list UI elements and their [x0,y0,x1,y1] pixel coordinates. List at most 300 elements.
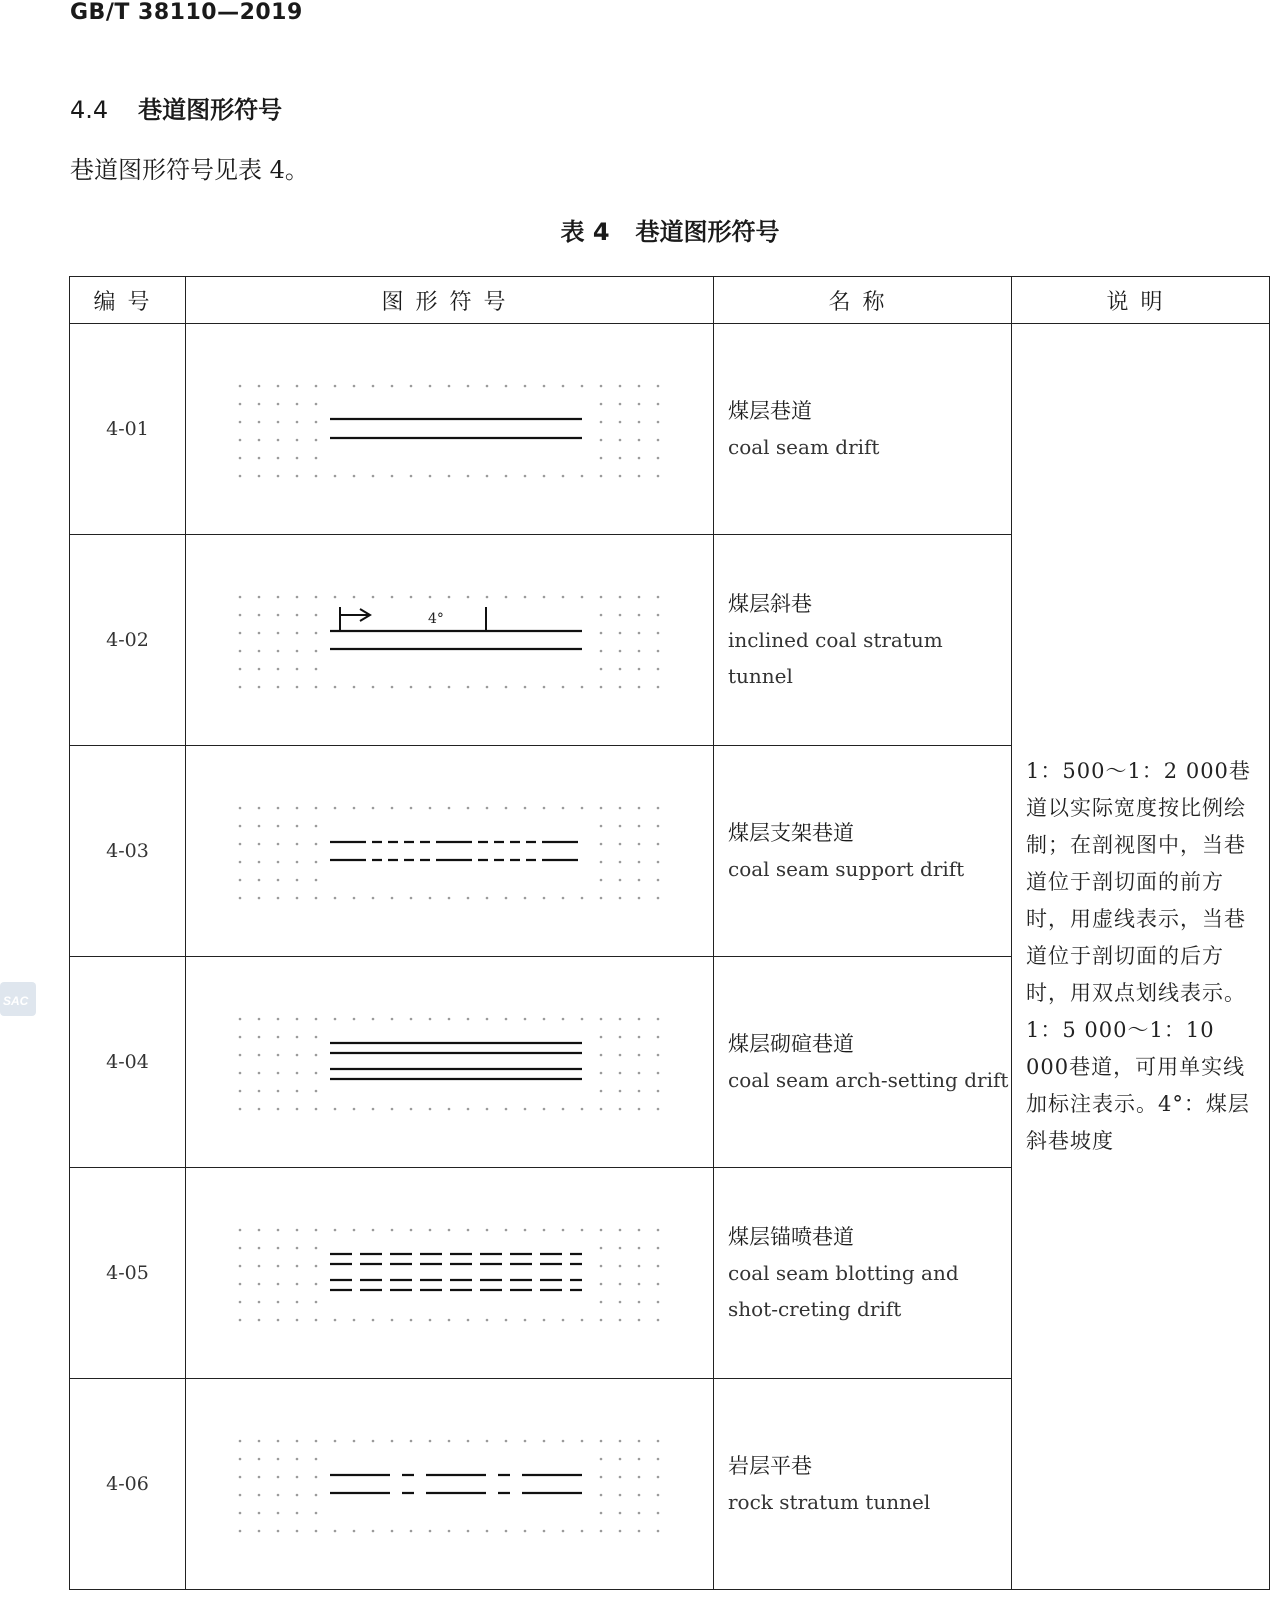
grid-dot [352,686,355,689]
grid-dot [238,457,241,460]
grid-dot [618,1440,621,1443]
grid-dot [409,475,412,478]
grid-dot [371,385,374,388]
grid-dot [390,1530,393,1533]
grid-dot [523,897,526,900]
grid-dot [466,897,469,900]
grid-dot [371,1108,374,1111]
grid-dot [314,1072,317,1075]
grid-dot [238,686,241,689]
grid-dot [561,1108,564,1111]
grid-dot [599,861,602,864]
grid-dot [656,632,659,635]
grid-dot [466,1440,469,1443]
grid-dot [656,596,659,599]
angle-label: 4° [427,611,444,627]
grid-dot [295,1054,298,1057]
grid-dot [618,1301,621,1304]
grid-dot [637,1108,640,1111]
grid-dot [618,807,621,810]
grid-dot [637,1301,640,1304]
grid-dot [656,668,659,671]
grid-dot [561,596,564,599]
grid-dot [447,385,450,388]
grid-dot [656,1476,659,1479]
grid-dot [390,1229,393,1232]
grid-dot [238,650,241,653]
grid-dot [485,1018,488,1021]
grid-dot [238,1229,241,1232]
grid-dot [257,825,260,828]
inclined-tunnel-symbol [230,585,670,695]
grid-dot [599,1036,602,1039]
grid-dot [390,1440,393,1443]
grid-dot [276,1036,279,1039]
grid-dot [314,1476,317,1479]
grid-dot [618,1512,621,1515]
grid-dot [276,879,279,882]
grid-dot [371,807,374,810]
header-symbol: 图形符号 [186,277,714,324]
grid-dot [276,1054,279,1057]
header-note: 说明 [1012,277,1270,324]
grid-dot [295,686,298,689]
grid-dot [599,475,602,478]
grid-dot [390,475,393,478]
grid-dot [257,1054,260,1057]
grid-dot [314,475,317,478]
grid-dot [295,1072,298,1075]
grid-dot [314,879,317,882]
grid-dot [295,879,298,882]
grid-dot [257,1229,260,1232]
grid-dot [333,1018,336,1021]
grid-dot [257,1036,260,1039]
grid-dot [504,1108,507,1111]
grid-dot [466,1319,469,1322]
grid-dot [333,1319,336,1322]
grid-dot [447,596,450,599]
grid-dot [618,596,621,599]
grid-dot [295,457,298,460]
grid-dot [390,807,393,810]
grid-dot [504,385,507,388]
grid-dot [333,1108,336,1111]
grid-dot [466,686,469,689]
grid-dot [276,843,279,846]
grid-dot [276,632,279,635]
grid-dot [314,1458,317,1461]
intro-paragraph: 巷道图形符号见表 4。 [70,156,309,184]
grid-dot [599,879,602,882]
grid-dot [295,1476,298,1479]
grid-dot [485,1530,488,1533]
grid-dot [656,1054,659,1057]
grid-dot [523,1319,526,1322]
grid-dot [314,457,317,460]
grid-dot [599,421,602,424]
grid-dot [238,897,241,900]
grid-dot [561,897,564,900]
grid-dot [656,1301,659,1304]
grid-dot [238,596,241,599]
grid-dot [599,439,602,442]
grid-dot [314,1494,317,1497]
grid-dot [352,1018,355,1021]
grid-dot [618,879,621,882]
grid-dot [580,897,583,900]
grid-dot [409,1319,412,1322]
grid-dot [618,1494,621,1497]
grid-dot [599,457,602,460]
grid-dot [656,1512,659,1515]
grid-dot [618,1247,621,1250]
grid-dot [637,1530,640,1533]
grid-dot [295,825,298,828]
grid-dot [656,1072,659,1075]
grid-dot [656,421,659,424]
grid-dot [656,1229,659,1232]
grid-dot [447,1108,450,1111]
grid-dot [257,1512,260,1515]
grid-dot [637,596,640,599]
grid-dot [504,1319,507,1322]
grid-dot [257,1476,260,1479]
symbol-cell [186,746,714,957]
grid-dot [637,1229,640,1232]
grid-dot [580,807,583,810]
grid-dot [257,668,260,671]
grid-dot [257,596,260,599]
grid-dot [637,897,640,900]
shotcrete-drift-symbol [230,1218,670,1328]
grid-dot [466,475,469,478]
grid-dot [637,1476,640,1479]
grid-dot [238,1319,241,1322]
grid-dot [295,1530,298,1533]
grid-dot [656,861,659,864]
grid-dot [409,1108,412,1111]
name-zh: 煤层锚喷巷道 [728,1225,854,1249]
section-number: 4.4 [70,96,109,124]
row-name [714,1168,1012,1379]
grid-dot [466,1229,469,1232]
grid-dot [428,1319,431,1322]
grid-dot [238,385,241,388]
grid-dot [447,1530,450,1533]
grid-dot [257,1458,260,1461]
rock-tunnel-symbol [230,1429,670,1539]
grid-dot [314,385,317,388]
row-code: 4-01 [70,324,186,535]
grid-dot [295,1247,298,1250]
grid-dot [618,457,621,460]
grid-dot [333,475,336,478]
grid-dot [371,596,374,599]
grid-dot [656,1494,659,1497]
grid-dot [409,686,412,689]
grid-dot [504,897,507,900]
grid-dot [428,1530,431,1533]
grid-dot [599,632,602,635]
grid-dot [409,385,412,388]
grid-dot [580,475,583,478]
grid-dot [352,596,355,599]
grid-dot [295,1512,298,1515]
grid-dot [314,1440,317,1443]
grid-dot [504,1440,507,1443]
grid-dot [599,825,602,828]
grid-dot [637,879,640,882]
grid-dot [504,1530,507,1533]
grid-dot [238,403,241,406]
grid-dot [295,439,298,442]
name-en: coal seam arch-setting drift [728,1068,1009,1092]
grid-dot [637,385,640,388]
grid-dot [656,1530,659,1533]
grid-dot [618,1108,621,1111]
grid-dot [295,403,298,406]
grid-dot [276,686,279,689]
grid-dot [523,1018,526,1021]
row-code: 4-03 [70,746,186,957]
grid-dot [276,421,279,424]
grid-dot [276,1494,279,1497]
grid-dot [333,1440,336,1443]
grid-dot [314,650,317,653]
grid-dot [238,879,241,882]
grid-dot [314,1265,317,1268]
grid-dot [276,1458,279,1461]
grid-dot [409,1440,412,1443]
grid-dot [428,897,431,900]
note-cell: 1：500～1：2 000巷道以实际宽度按比例绘制；在剖视图中，当巷道位于剖切面的前方时，用虚线表示，当巷道位于剖切面的后方时，用双点划线表示。1：5 000～1：10 000巷道，可用单实线加标注表示。4°：煤层斜巷坡度 [1012,324,1270,1590]
grid-dot [561,385,564,388]
grid-dot [637,686,640,689]
grid-dot [257,861,260,864]
grid-dot [257,1072,260,1075]
grid-dot [656,614,659,617]
grid-dot [238,1072,241,1075]
grid-dot [447,1229,450,1232]
grid-dot [504,1229,507,1232]
grid-dot [333,897,336,900]
grid-dot [618,1458,621,1461]
grid-dot [295,843,298,846]
grid-dot [447,897,450,900]
grid-dot [599,807,602,810]
grid-dot [238,475,241,478]
grid-dot [656,1265,659,1268]
grid-dot [542,1319,545,1322]
grid-dot [333,596,336,599]
grid-dot [276,1530,279,1533]
name-zh: 岩层平巷 [728,1454,812,1478]
grid-dot [238,1036,241,1039]
grid-dot [656,825,659,828]
slope-arrow [340,609,370,621]
grid-dot [485,1108,488,1111]
grid-dot [295,1265,298,1268]
grid-dot [409,596,412,599]
grid-dot [314,439,317,442]
grid-dot [637,1090,640,1093]
grid-dot [352,475,355,478]
grid-dot [295,1108,298,1111]
grid-dot [257,1247,260,1250]
row-name [714,746,1012,957]
grid-dot [295,807,298,810]
grid-dot [580,385,583,388]
grid-dot [352,1440,355,1443]
grid-dot [314,1108,317,1111]
support-drift-symbol [230,796,670,906]
grid-dot [542,897,545,900]
grid-dot [238,632,241,635]
grid-dot [542,807,545,810]
grid-dot [561,1530,564,1533]
grid-dot [238,1054,241,1057]
table-row [70,324,1270,535]
grid-dot [599,1054,602,1057]
grid-dot [485,1440,488,1443]
grid-dot [637,1072,640,1075]
grid-dot [257,1530,260,1533]
grid-dot [409,897,412,900]
grid-dot [238,1440,241,1443]
grid-dot [314,861,317,864]
grid-dot [371,1319,374,1322]
grid-dot [295,1090,298,1093]
grid-dot [580,1108,583,1111]
grid-dot [276,825,279,828]
grid-dot [618,843,621,846]
grid-dot [637,1036,640,1039]
grid-dot [561,1440,564,1443]
grid-dot [618,1476,621,1479]
grid-dot [371,1530,374,1533]
grid-dot [637,843,640,846]
grid-dot [295,421,298,424]
grid-dot [656,403,659,406]
grid-dot [371,897,374,900]
grid-dot [238,1247,241,1250]
grid-dot [656,1458,659,1461]
header-name: 名称 [714,277,1012,324]
grid-dot [637,439,640,442]
grid-dot [637,861,640,864]
grid-dot [295,1283,298,1286]
grid-dot [276,403,279,406]
grid-dot [238,668,241,671]
grid-dot [333,385,336,388]
grid-dot [276,897,279,900]
grid-dot [238,1301,241,1304]
grid-dot [409,1530,412,1533]
dot-grid [238,1018,659,1111]
grid-dot [276,1018,279,1021]
grid-dot [656,1018,659,1021]
grid-dot [656,385,659,388]
grid-dot [276,1072,279,1075]
name-en: coal seam support drift [728,857,965,881]
grid-dot [523,1108,526,1111]
grid-dot [485,1319,488,1322]
grid-dot [295,668,298,671]
grid-dot [276,475,279,478]
grid-dot [276,668,279,671]
grid-dot [599,843,602,846]
grid-dot [276,1247,279,1250]
grid-dot [618,668,621,671]
grid-dot [314,897,317,900]
name-en: rock stratum tunnel [728,1490,931,1514]
grid-dot [409,807,412,810]
grid-dot [295,385,298,388]
grid-dot [599,1283,602,1286]
grid-dot [276,1301,279,1304]
symbol-cell [186,324,714,535]
grid-dot [523,475,526,478]
name-zh: 煤层斜巷 [728,592,812,616]
grid-dot [276,1476,279,1479]
grid-dot [295,1018,298,1021]
grid-dot [599,1494,602,1497]
grid-dot [314,1229,317,1232]
grid-dot [466,385,469,388]
grid-dot [371,1018,374,1021]
grid-dot [276,1108,279,1111]
row-code: 4-04 [70,957,186,1168]
coal-seam-drift-symbol [230,374,670,484]
grid-dot [428,1440,431,1443]
grid-dot [618,897,621,900]
grid-dot [542,596,545,599]
grid-dot [618,650,621,653]
grid-dot [637,1512,640,1515]
grid-dot [276,1319,279,1322]
grid-dot [542,1530,545,1533]
grid-dot [295,650,298,653]
grid-dot [618,1229,621,1232]
grid-dot [276,1265,279,1268]
grid-dot [257,807,260,810]
grid-dot [599,1090,602,1093]
grid-dot [599,1512,602,1515]
grid-dot [295,1036,298,1039]
grid-dot [390,596,393,599]
table-header-row [70,277,1270,324]
grid-dot [542,475,545,478]
grid-dot [599,1476,602,1479]
grid-dot [238,1494,241,1497]
grid-dot [257,421,260,424]
grid-dot [637,475,640,478]
grid-dot [371,475,374,478]
grid-dot [599,1530,602,1533]
grid-dot [561,686,564,689]
grid-dot [466,1108,469,1111]
grid-dot [295,1301,298,1304]
grid-dot [447,475,450,478]
grid-dot [257,1108,260,1111]
grid-dot [314,1018,317,1021]
grid-dot [599,1018,602,1021]
grid-dot [295,1319,298,1322]
grid-dot [257,1319,260,1322]
grid-dot [561,1229,564,1232]
dot-grid [238,596,659,689]
